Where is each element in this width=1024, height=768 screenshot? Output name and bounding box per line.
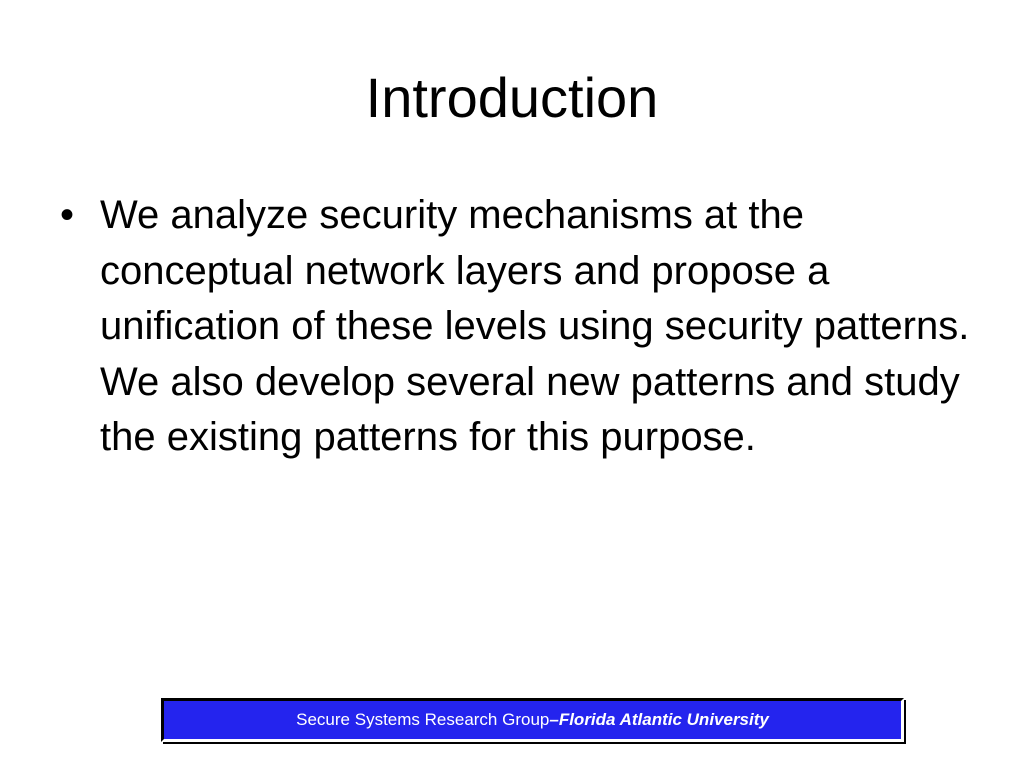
bullet-text: We analyze security mechanisms at the conceptual network layers and propose a unification of these levels using security patterns. We also develop several new patterns and study the existing patterns for this purpose. <box>100 193 970 459</box>
slide-title: Introduction <box>365 66 659 129</box>
bullet-icon: • <box>60 193 75 237</box>
footer-separator: – <box>549 710 559 729</box>
bullet-item <box>60 188 980 466</box>
footer-group-name: Secure Systems Research Group <box>296 710 550 729</box>
bullet-list <box>60 188 980 466</box>
footer-banner <box>161 698 904 742</box>
footer-university: Florida Atlantic University <box>558 710 769 729</box>
